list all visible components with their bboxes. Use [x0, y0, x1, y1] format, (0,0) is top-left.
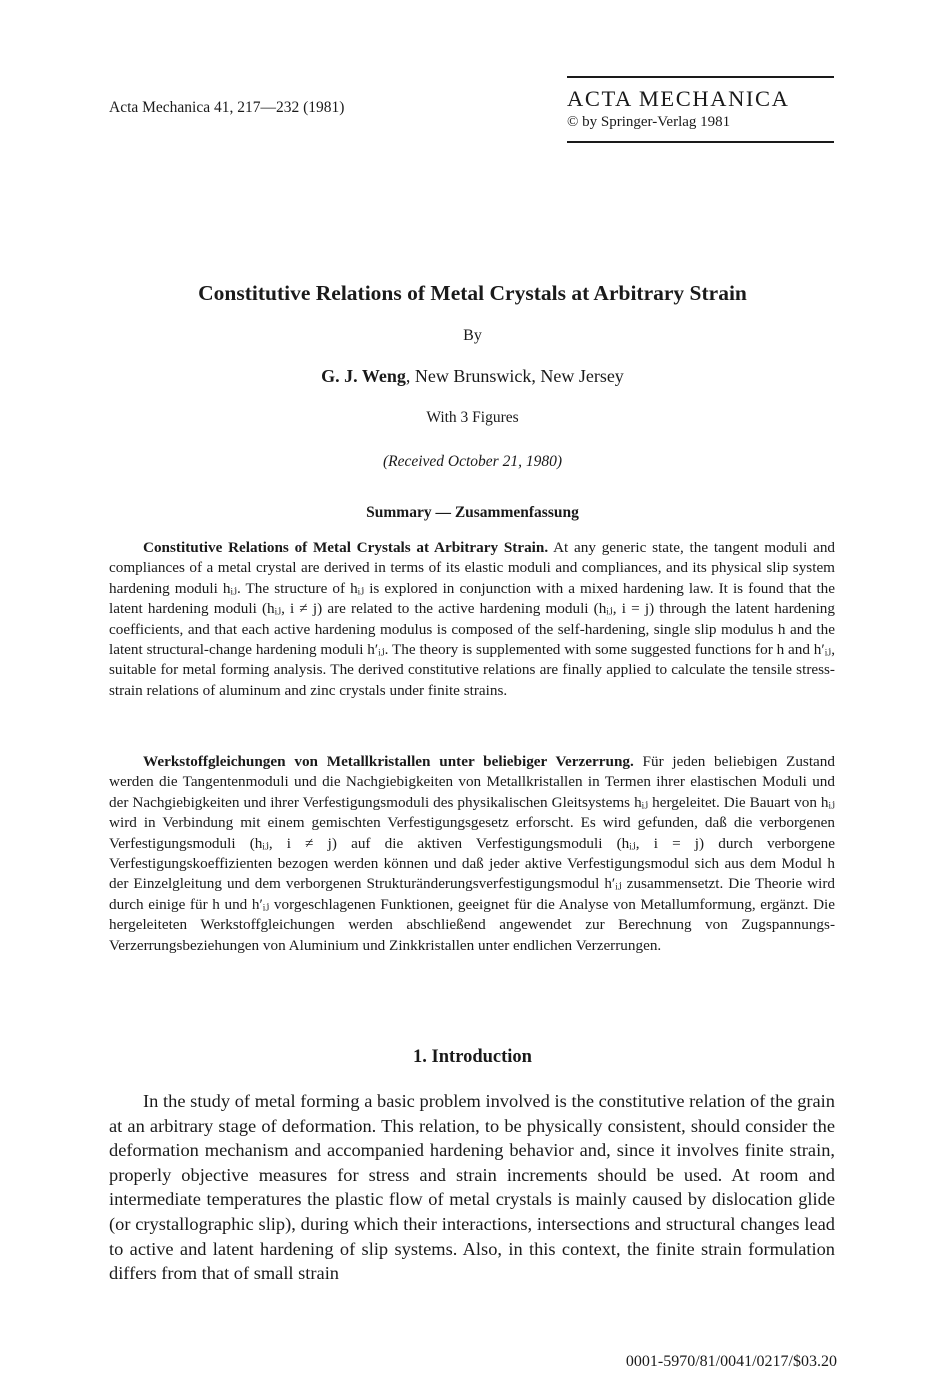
journal-citation: Acta Mechanica 41, 217—232 (1981)	[109, 99, 345, 116]
received-date: (Received October 21, 1980)	[382, 453, 563, 470]
copyright-notice: © by Springer-Verlag 1981	[567, 114, 731, 130]
german-abstract-body: Für jeden beliebigen Zustand werden die Tangentenmoduli und die Nachgiebigkeiten von Metallkristallen in Termen ihrer elastischen Moduli und der Nachgiebigkeiten und ihrer Verfestigungsmoduli des physikalischen Gleitsystems hᵢⱼ hergeleitet. Die Bauart von hᵢⱼ wird in Verbindung mit einem gemischten Verfestigungsgesetz erforscht. Es wird gefunden, daß die verborgenen Verfestigungsmoduli (hᵢⱼ, i ≠ j) auf die aktiven Verfestigungsmoduli (hᵢⱼ, i = j) durch verborgene Verfestigungskoeffizienten bezogen werden können und daß jeder aktive Verfestigungsmodul sich aus dem Modul h der Einzelgleitung und dem verborgenen Strukturänderungsverfestigungsmodul h′ᵢⱼ zusammensetzt. Die Theorie wird durch einige für h und h′ᵢⱼ vorgeschlagenen Funktionen, geeignet für die Analyse von Metallumformung, ergänzt. Die hergeleiteten Werkstoffgleichungen werden abschließend angewendet zur Berechnung von Zugspannungs-Verzerrungsbeziehungen von Aluminium und Zinkkristallen unter endlichen Verzerrungen.	[109, 753, 835, 954]
author-line	[0, 366, 945, 387]
english-abstract-body: At any generic state, the tangent moduli and compliances of a metal crystal are derived in terms of its elastic moduli and compliances, and its physical slip system hardening moduli hᵢⱼ. The structure of hᵢⱼ is explored in conjunction with a mixed hardening law. It is found that the latent hardening moduli (hᵢⱼ, i ≠ j) are related to the active hardening moduli (hᵢⱼ, i = j) through the latent hardening coefficients, and that each active hardening modulus is composed of the self-hardening, single slip modulus h and the latent structural-change hardening moduli h′ᵢⱼ. The theory is supplemented with some suggested functions for h and h′ᵢⱼ, suitable for metal forming analysis. The derived constitutive relations are finally applied to calculate the tensile stress-strain relations of aluminum and zinc crystals under finite strains.	[109, 539, 836, 699]
summary-heading: Summary — Zusammenfassung	[366, 504, 579, 521]
german-abstract-lead: Werkstoffgleichungen von Metallkristallen unter beliebiger Verzerrung.	[143, 753, 634, 770]
byline-by: By	[463, 327, 482, 344]
german-abstract	[109, 752, 835, 956]
introduction-paragraph	[109, 1089, 835, 1286]
figure-count: With 3 Figures	[426, 409, 519, 426]
author-name: G. J. Weng	[321, 366, 406, 386]
author-affiliation: , New Brunswick, New Jersey	[405, 366, 624, 386]
journal-masthead	[567, 76, 834, 143]
english-abstract	[109, 538, 835, 701]
journal-name: ACTA MECHANICA	[567, 86, 790, 111]
masthead-top-rule	[567, 76, 834, 78]
article-title: Constitutive Relations of Metal Crystals at Arbitrary Strain	[198, 281, 747, 305]
english-abstract-lead: Constitutive Relations of Metal Crystals at Arbitrary Strain.	[143, 539, 549, 556]
introduction-text: In the study of metal forming a basic problem involved is the constitutive relation of the grain at an arbitrary stage of deformation. This relation, to be physically consistent, should consider the deformation mechanism and accompanied hardening behavior and, since it involves finite strain, properly objective measures for stress and strain increments should be used. At room and intermediate temperatures the plastic flow of metal crystals is mainly caused by dislocation glide (or crystallographic slip), during which their interactions, intersections and structural changes lead to active and latent hardening of slip systems. Also, in this context, the finite strain formulation differs from that of small strain	[109, 1091, 835, 1284]
article-code: 0001-5970/81/0041/0217/$03.20	[625, 1353, 837, 1370]
masthead-bottom-rule	[567, 141, 834, 143]
introduction-heading: 1. Introduction	[413, 1047, 532, 1067]
